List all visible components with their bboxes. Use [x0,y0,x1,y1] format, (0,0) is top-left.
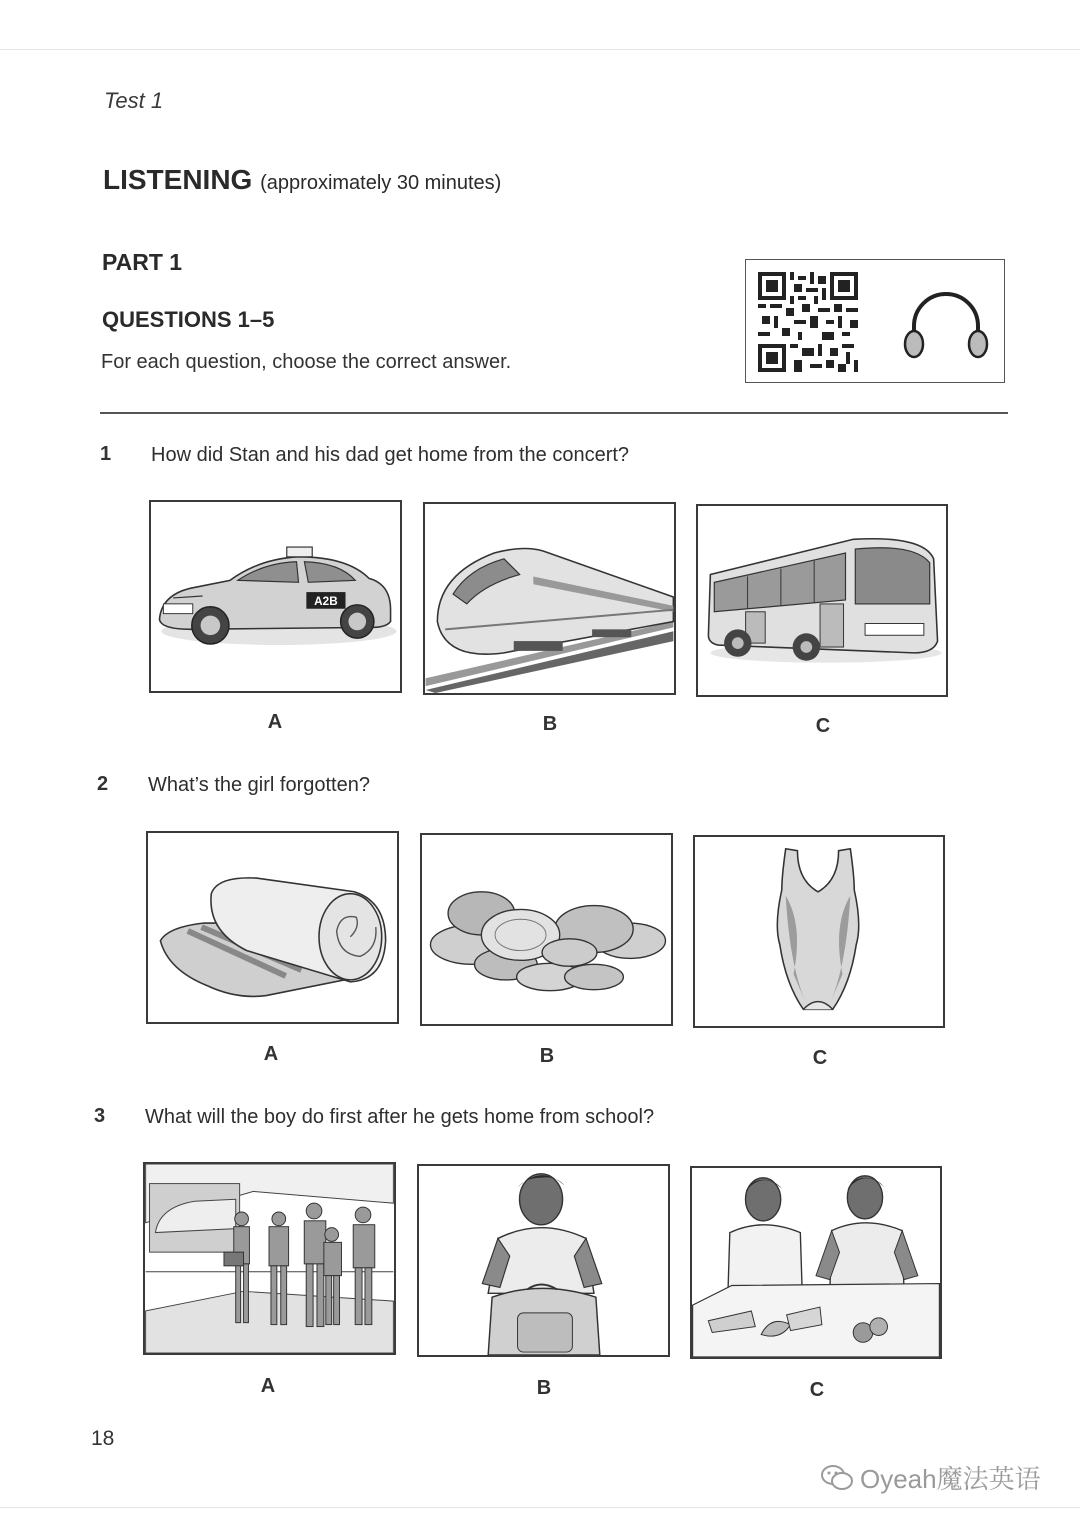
coins-icon [422,835,671,1024]
q1-option-b-picture[interactable] [423,502,676,695]
q3-option-a-label: A [260,1375,276,1397]
swimsuit-icon [695,837,943,1026]
train-icon [425,504,674,693]
q2-option-a-picture[interactable] [146,831,399,1024]
question-1-number: 1 [100,443,112,465]
section-title-text: LISTENING [103,164,253,195]
q1-option-c-label: C [815,715,831,737]
q2-option-c-picture[interactable] [693,835,945,1028]
q3-option-c-label: C [809,1379,825,1401]
making-food-icon [692,1168,940,1357]
taxi-plate-text: A2B [314,594,338,608]
q1-option-a-picture[interactable] [149,500,402,693]
section-subtitle: (approximately 30 minutes) [260,172,502,194]
boy-with-bag-icon [419,1166,668,1355]
question-2-text: What’s the girl forgotten? [148,774,370,796]
q3-option-a-picture[interactable] [143,1162,396,1355]
part-title: PART 1 [102,249,183,275]
q2-option-c-label: C [812,1047,828,1069]
towel-icon [148,833,397,1022]
qr-code-icon[interactable] [758,272,858,372]
test-label: Test 1 [104,88,164,113]
instructions: For each question, choose the correct answer. [101,351,512,373]
q2-option-b-picture[interactable] [420,833,673,1026]
q1-option-c-picture[interactable] [696,504,948,697]
chat-bubble-icon [820,1463,854,1493]
queue-at-station-icon [145,1164,394,1353]
question-1-text: How did Stan and his dad get home from the concert? [151,444,630,466]
q2-option-b-label: B [539,1045,555,1067]
top-rule [0,49,1080,50]
question-3-number: 3 [94,1105,106,1127]
question-2-number: 2 [97,773,109,795]
audio-box [745,259,1005,383]
section-title [103,164,501,196]
section-divider [100,412,1008,414]
q1-option-b-label: B [542,713,558,735]
q3-option-b-picture[interactable] [417,1164,670,1357]
q2-option-a-label: A [263,1043,279,1065]
watermark [820,1459,1041,1496]
taxi-icon [151,502,400,691]
questions-title: QUESTIONS 1–5 [102,307,275,332]
headphones-icon [896,278,996,368]
q3-option-b-label: B [536,1377,552,1399]
q3-option-c-picture[interactable] [690,1166,942,1359]
page-number: 18 [91,1427,115,1450]
q1-option-a-label: A [267,711,283,733]
question-3-text: What will the boy do first after he gets home from school? [145,1106,655,1128]
watermark-text: Oyeah魔法英语 [860,1464,1041,1494]
bus-icon [698,506,946,695]
bottom-rule [0,1507,1080,1508]
